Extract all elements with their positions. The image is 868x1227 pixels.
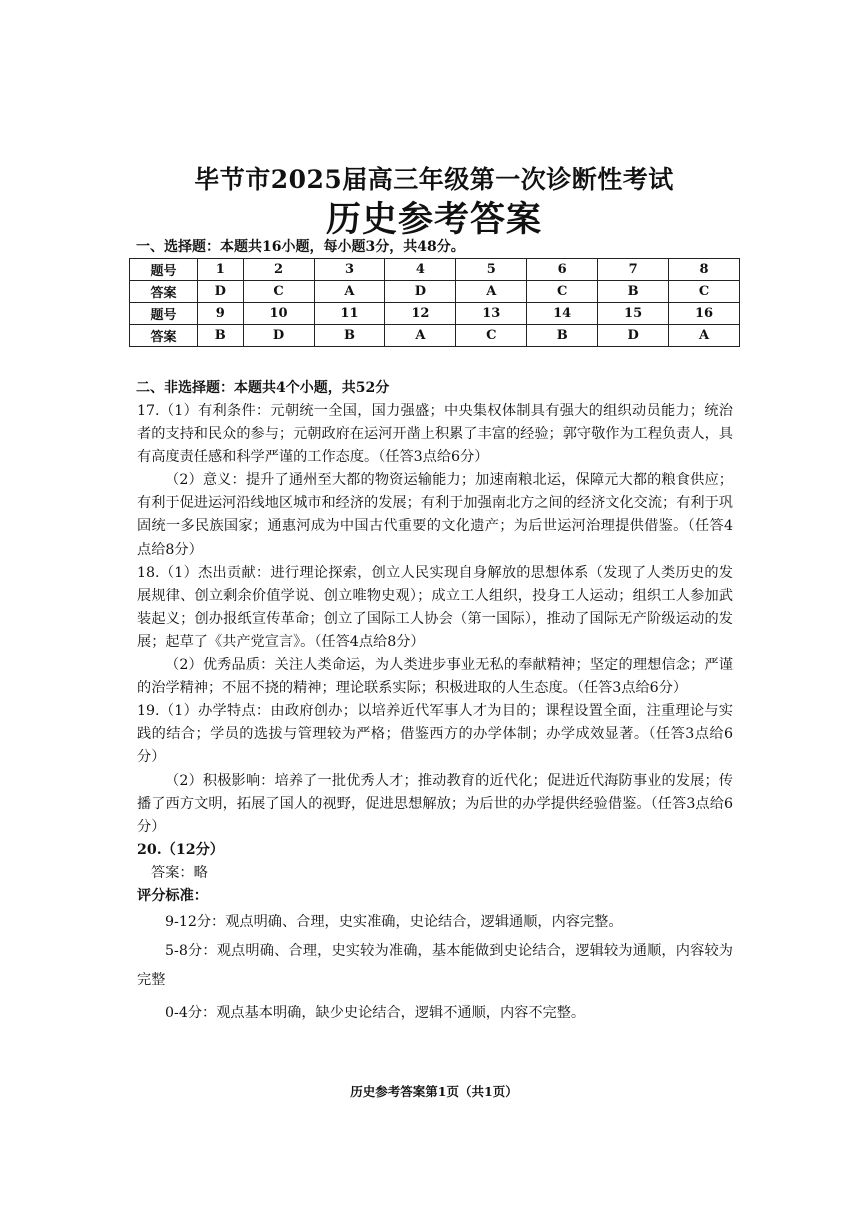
- answer-cell: D: [198, 281, 244, 303]
- answer-cell: A: [314, 281, 385, 303]
- answer-cell: B: [598, 281, 669, 303]
- q18-part1: 18.（1）杰出贡献：进行理论探索，创立人民实现自身解放的思想体系（发现了人类历史的发展规律、创立剩余价值学说、创立唯物史观）；成立工人组织，投身工人运动；组织工人参加武装起义；创办报纸宣传革命；创立了国际工人协会（第一国际），推动了国际无产阶级运动的发展；起草了《共产党宣言》。（任答4点给8分）: [137, 564, 733, 650]
- question-number: 8: [669, 259, 740, 281]
- question-number: 6: [527, 259, 598, 281]
- exam-title: 毕节市2025届高三年级第一次诊断性考试: [194, 165, 674, 194]
- question-number: 15: [598, 303, 669, 325]
- criteria-heading: 评分标准：: [137, 887, 208, 904]
- answer-cell: C: [243, 281, 314, 303]
- answer-cell: A: [669, 325, 740, 347]
- answer-cell: D: [385, 281, 456, 303]
- question-number: 2: [243, 259, 314, 281]
- answer-cell: D: [243, 325, 314, 347]
- answer-cell: B: [314, 325, 385, 347]
- table-row: [130, 281, 740, 303]
- row-label: 答案: [130, 325, 198, 347]
- answer-cell: A: [385, 325, 456, 347]
- page-footer: 历史参考答案第1页（共1页）: [350, 1084, 518, 1099]
- document-title: 历史参考答案: [325, 199, 542, 240]
- answer-cell: C: [456, 325, 527, 347]
- question-number: 4: [385, 259, 456, 281]
- question-number: 13: [456, 303, 527, 325]
- question-number: 1: [198, 259, 244, 281]
- q19-part1: 19.（1）办学特点：由政府创办；以培养近代军事人才为目的；课程设置全面，注重理论与实践的结合；学员的选拔与管理较为严格；借鉴西方的办学体制；办学成效显著。（任答3点给6分）: [137, 703, 733, 766]
- q18-part2: （2）优秀品质：关注人类命运，为人类进步事业无私的奉献精神；坚定的理想信念；严谨的治学精神；不屈不挠的精神；理论联系实际；积极进取的人生态度。（任答3点给6分）: [137, 657, 733, 697]
- criteria-level-1: 9-12分：观点明确、合理，史实准确，史论结合，逻辑通顺，内容完整。: [165, 914, 623, 931]
- question-number: 12: [385, 303, 456, 325]
- answer-cell: B: [527, 325, 598, 347]
- criteria-level-2: 5-8分：观点明确、合理，史实较为准确，基本能做到史论结合，逻辑较为通顺，内容较为完整: [137, 943, 733, 989]
- section1-heading: 一、选择题：本题共16小题，每小题3分，共48分。: [136, 239, 465, 255]
- row-label: 题号: [130, 259, 198, 281]
- answer-cell: A: [456, 281, 527, 303]
- criteria-level-3: 0-4分：观点基本明确，缺少史论结合，逻辑不通顺，内容不完整。: [165, 1005, 586, 1022]
- answer-cell: C: [527, 281, 598, 303]
- table-row: [130, 259, 740, 281]
- answer-cell: B: [198, 325, 244, 347]
- table-row: [130, 303, 740, 325]
- row-label: 答案: [130, 281, 198, 303]
- row-label: 题号: [130, 303, 198, 325]
- question-number: 11: [314, 303, 385, 325]
- q20-answer: 答案：略: [151, 864, 208, 881]
- question-number: 10: [243, 303, 314, 325]
- q17-part2: （2）意义：提升了通州至大都的物资运输能力；加速南粮北运，保障元大都的粮食供应；有利于促进运河沿线地区城市和经济的发展；有利于加强南北方之间的经济文化交流；有利于巩固统一多民族国家；通惠河成为中国古代重要的文化遗产；为后世运河治理提供借鉴。（任答4点给8分）: [137, 472, 733, 558]
- answer-cell: D: [598, 325, 669, 347]
- q19-part2: （2）积极影响：培养了一批优秀人才；推动教育的近代化；促进近代海防事业的发展；传播了西方文明，拓展了国人的视野，促进思想解放；为后世的办学提供经验借鉴。（任答3点给6分）: [137, 772, 733, 835]
- q20-heading: 20.（12分）: [137, 841, 224, 858]
- answer-table: [129, 258, 740, 347]
- question-number: 5: [456, 259, 527, 281]
- question-number: 14: [527, 303, 598, 325]
- question-number: 7: [598, 259, 669, 281]
- answer-body: [137, 400, 733, 1028]
- section2-heading: 二、非选择题：本题共4个小题，共52分: [136, 380, 390, 396]
- answer-cell: C: [669, 281, 740, 303]
- q17-part1: 17.（1）有利条件：元朝统一全国，国力强盛；中央集权体制具有强大的组织动员能力；统治者的支持和民众的参与；元朝政府在运河开凿上积累了丰富的经验；郭守敬作为工程负责人，具有高度责任感和科学严谨的工作态度。（任答3点给6分）: [137, 403, 733, 466]
- question-number: 3: [314, 259, 385, 281]
- question-number: 16: [669, 303, 740, 325]
- question-number: 9: [198, 303, 244, 325]
- table-row: [130, 325, 740, 347]
